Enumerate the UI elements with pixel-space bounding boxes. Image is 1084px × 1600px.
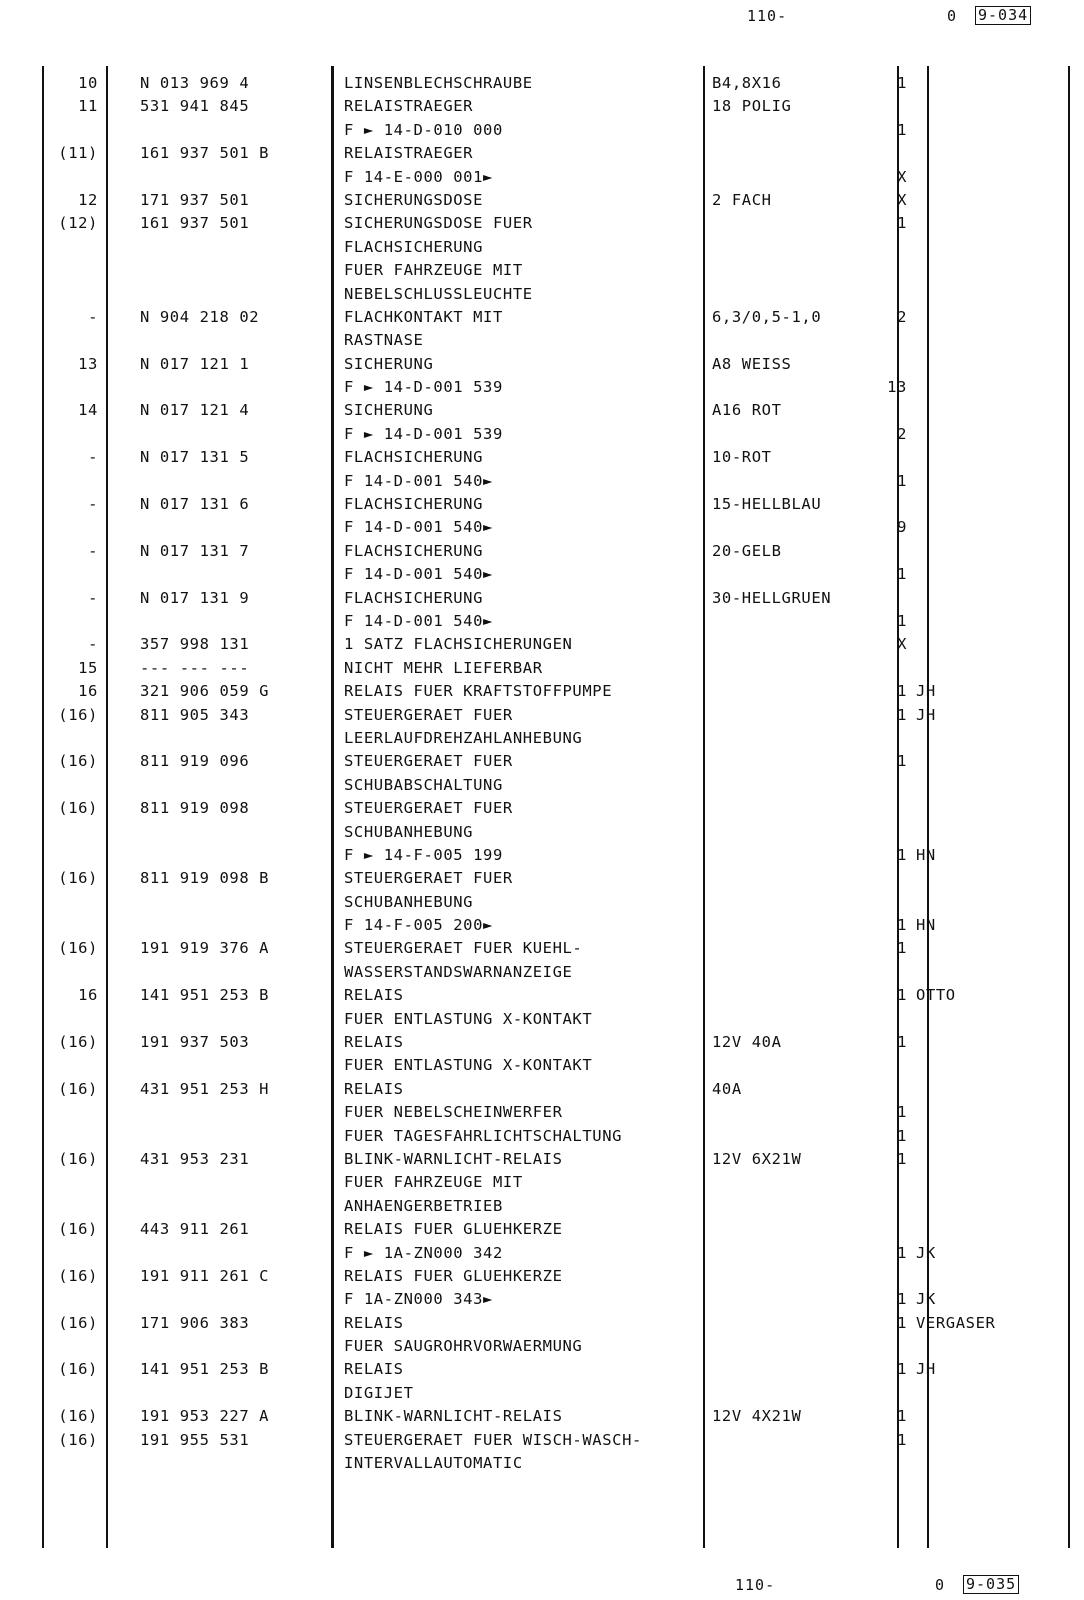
description-cell: F ► 14-D-001 539: [344, 378, 503, 397]
remark-cell: 10-ROT: [712, 448, 772, 467]
position-cell: (11): [58, 144, 98, 163]
note-cell: OTTO: [916, 986, 956, 1005]
position-cell: 14: [78, 401, 98, 420]
part-number-cell: 531 941 845: [140, 97, 250, 116]
position-cell: -: [88, 635, 98, 654]
quantity-cell: X: [897, 167, 907, 186]
table-row: [44, 353, 1074, 376]
position-cell: (16): [58, 1360, 98, 1379]
table-row: [44, 470, 1074, 493]
table-row: [44, 142, 1074, 165]
table-row: [44, 821, 1074, 844]
description-cell: STEUERGERAET FUER: [344, 799, 513, 818]
description-cell: 1 SATZ FLACHSICHERUNGEN: [344, 635, 573, 654]
position-cell: -: [88, 541, 98, 560]
quantity-cell: 1: [897, 1313, 907, 1332]
position-cell: (16): [58, 705, 98, 724]
table-row: [44, 212, 1074, 235]
header-section-number: 110-: [747, 6, 788, 25]
remark-cell: 2 FACH: [712, 190, 772, 209]
table-row: [44, 540, 1074, 563]
table-row: [44, 493, 1074, 516]
part-number-cell: 171 906 383: [140, 1313, 250, 1332]
table-row: [44, 1031, 1074, 1054]
part-number-cell: 141 951 253 B: [140, 1360, 270, 1379]
description-cell: BLINK-WARNLICHT-RELAIS: [344, 1407, 563, 1426]
remark-cell: 40A: [712, 1079, 742, 1098]
quantity-cell: 1: [897, 752, 907, 771]
description-cell: SCHUBANHEBUNG: [344, 892, 474, 911]
part-number-cell: 171 937 501: [140, 190, 250, 209]
description-cell: FLACHSICHERUNG: [344, 495, 484, 514]
table-row: [44, 1171, 1074, 1194]
quantity-cell: X: [897, 190, 907, 209]
description-cell: FLACHSICHERUNG: [344, 588, 484, 607]
part-number-cell: 811 919 098 B: [140, 869, 270, 888]
description-cell: ANHAENGERBETRIEB: [344, 1196, 503, 1215]
description-cell: RELAIS FUER GLUEHKERZE: [344, 1220, 563, 1239]
part-number-cell: 191 911 261 C: [140, 1266, 270, 1285]
description-cell: SICHERUNGSDOSE FUER: [344, 214, 533, 233]
table-row: [44, 704, 1074, 727]
table-row: [44, 1195, 1074, 1218]
note-cell: HN: [916, 845, 936, 864]
remark-cell: B4,8X16: [712, 74, 782, 92]
position-cell: 10: [78, 74, 98, 92]
table-row: [44, 891, 1074, 914]
part-number-cell: 443 911 261: [140, 1220, 250, 1239]
description-cell: SICHERUNG: [344, 354, 434, 373]
table-row: [44, 399, 1074, 422]
description-cell: NICHT MEHR LIEFERBAR: [344, 658, 543, 677]
part-number-cell: 161 937 501 B: [140, 144, 270, 163]
description-cell: F 14-F-005 200►: [344, 916, 493, 935]
position-cell: 11: [78, 97, 98, 116]
position-cell: 16: [78, 986, 98, 1005]
header-page-reference: [747, 6, 1031, 25]
table-row: [44, 610, 1074, 633]
description-cell: FUER FAHRZEUGE MIT: [344, 1173, 523, 1192]
part-number-cell: 191 955 531: [140, 1430, 250, 1449]
part-number-cell: 431 953 231: [140, 1149, 250, 1168]
description-cell: DIGIJET: [344, 1383, 414, 1402]
remark-cell: 15-HELLBLAU: [712, 495, 822, 514]
quantity-cell: 1: [897, 471, 907, 490]
part-number-cell: N 017 121 4: [140, 401, 250, 420]
remark-cell: A8 WEISS: [712, 354, 792, 373]
part-number-cell: 811 905 343: [140, 705, 250, 724]
footer-page-reference: [735, 1575, 1019, 1594]
remark-cell: A16 ROT: [712, 401, 782, 420]
table-row: [44, 119, 1074, 142]
quantity-cell: 1: [897, 705, 907, 724]
quantity-cell: 1: [897, 1149, 907, 1168]
description-cell: RELAIS FUER KRAFTSTOFFPUMPE: [344, 682, 613, 701]
table-row: [44, 283, 1074, 306]
description-cell: F ► 14-F-005 199: [344, 845, 503, 864]
table-row: [44, 563, 1074, 586]
table-row: [44, 750, 1074, 773]
quantity-cell: 1: [897, 682, 907, 701]
description-cell: RASTNASE: [344, 331, 424, 350]
table-row: [44, 1218, 1074, 1241]
description-cell: WASSERSTANDSWARNANZEIGE: [344, 962, 573, 981]
description-cell: FLACHKONTAKT MIT: [344, 307, 503, 326]
description-cell: FLACHSICHERUNG: [344, 237, 484, 256]
description-cell: RELAIS FUER GLUEHKERZE: [344, 1266, 563, 1285]
description-cell: RELAIS: [344, 1033, 404, 1052]
header-code: 0: [947, 6, 958, 25]
quantity-cell: 1: [897, 565, 907, 584]
note-cell: HN: [916, 916, 936, 935]
remark-cell: 20-GELB: [712, 541, 782, 560]
part-number-cell: --- --- ---: [140, 658, 250, 677]
description-cell: F ► 1A-ZN000 342: [344, 1243, 503, 1262]
table-row: [44, 1242, 1074, 1265]
description-cell: RELAIS: [344, 1313, 404, 1332]
position-cell: -: [88, 495, 98, 514]
quantity-cell: 1: [897, 1360, 907, 1379]
part-number-cell: 811 919 098: [140, 799, 250, 818]
parts-table: [44, 72, 1074, 1475]
description-cell: F 14-E-000 001►: [344, 167, 493, 186]
note-cell: JH: [916, 682, 936, 701]
table-row: [44, 516, 1074, 539]
table-row: [44, 587, 1074, 610]
position-cell: (16): [58, 1266, 98, 1285]
table-row: [44, 961, 1074, 984]
table-row: [44, 1101, 1074, 1124]
footer-page-number: 9-035: [963, 1575, 1019, 1594]
description-cell: LEERLAUFDREHZAHLANHEBUNG: [344, 728, 583, 747]
quantity-cell: 1: [897, 916, 907, 935]
description-cell: SCHUBABSCHALTUNG: [344, 775, 503, 794]
table-row: [44, 1429, 1074, 1452]
table-row: [44, 1078, 1074, 1101]
part-number-cell: N 013 969 4: [140, 74, 250, 92]
table-row: [44, 72, 1074, 95]
quantity-cell: 1: [897, 611, 907, 630]
table-row: [44, 1008, 1074, 1031]
part-number-cell: 191 937 503: [140, 1033, 250, 1052]
description-cell: F 14-D-001 540►: [344, 611, 493, 630]
footer-code: 0: [935, 1575, 946, 1594]
description-cell: NEBELSCHLUSSLEUCHTE: [344, 284, 533, 303]
quantity-cell: 1: [897, 74, 907, 92]
description-cell: FLACHSICHERUNG: [344, 541, 484, 560]
table-row: [44, 166, 1074, 189]
table-row: [44, 727, 1074, 750]
description-cell: FUER TAGESFAHRLICHTSCHALTUNG: [344, 1126, 623, 1145]
quantity-cell: 1: [897, 120, 907, 139]
table-row: [44, 1265, 1074, 1288]
note-cell: JK: [916, 1290, 936, 1309]
remark-cell: 12V 4X21W: [712, 1407, 802, 1426]
table-row: [44, 1148, 1074, 1171]
position-cell: 13: [78, 354, 98, 373]
table-row: [44, 1288, 1074, 1311]
part-number-cell: 191 953 227 A: [140, 1407, 270, 1426]
part-number-cell: 161 937 501: [140, 214, 250, 233]
position-cell: (16): [58, 1430, 98, 1449]
description-cell: STEUERGERAET FUER KUEHL-: [344, 939, 583, 958]
description-cell: SICHERUNGSDOSE: [344, 190, 484, 209]
header-page-number: 9-034: [975, 6, 1031, 25]
remark-cell: 12V 40A: [712, 1033, 782, 1052]
part-number-cell: N 017 131 5: [140, 448, 250, 467]
description-cell: F ► 14-D-001 539: [344, 424, 503, 443]
table-row: [44, 95, 1074, 118]
quantity-cell: 1: [897, 214, 907, 233]
position-cell: (16): [58, 1033, 98, 1052]
position-cell: (12): [58, 214, 98, 233]
position-cell: (16): [58, 939, 98, 958]
table-row: [44, 1405, 1074, 1428]
description-cell: RELAIS: [344, 986, 404, 1005]
quantity-cell: 1: [897, 1033, 907, 1052]
quantity-cell: 2: [897, 424, 907, 443]
part-number-cell: N 904 218 02: [140, 307, 260, 326]
position-cell: (16): [58, 1407, 98, 1426]
part-number-cell: 431 951 253 H: [140, 1079, 270, 1098]
position-cell: -: [88, 307, 98, 326]
part-number-cell: 811 919 096: [140, 752, 250, 771]
remark-cell: 12V 6X21W: [712, 1149, 802, 1168]
table-row: [44, 1335, 1074, 1358]
quantity-cell: 9: [897, 518, 907, 537]
table-row: [44, 329, 1074, 352]
description-cell: F 14-D-001 540►: [344, 565, 493, 584]
table-row: [44, 914, 1074, 937]
description-cell: STEUERGERAET FUER: [344, 705, 513, 724]
description-cell: INTERVALLAUTOMATIC: [344, 1454, 523, 1473]
position-cell: -: [88, 448, 98, 467]
table-row: [44, 937, 1074, 960]
position-cell: (16): [58, 1313, 98, 1332]
quantity-cell: 1: [897, 939, 907, 958]
footer-section-number: 110-: [735, 1575, 776, 1594]
quantity-cell: 1: [897, 845, 907, 864]
description-cell: FUER NEBELSCHEINWERFER: [344, 1103, 563, 1122]
position-cell: (16): [58, 799, 98, 818]
quantity-cell: 13: [887, 378, 907, 397]
description-cell: F ► 14-D-010 000: [344, 120, 503, 139]
position-cell: 16: [78, 682, 98, 701]
description-cell: RELAIS: [344, 1360, 404, 1379]
note-cell: VERGASER: [916, 1313, 996, 1332]
description-cell: BLINK-WARNLICHT-RELAIS: [344, 1149, 563, 1168]
position-cell: -: [88, 588, 98, 607]
position-cell: (16): [58, 1149, 98, 1168]
position-cell: 12: [78, 190, 98, 209]
position-cell: (16): [58, 1220, 98, 1239]
note-cell: JH: [916, 1360, 936, 1379]
table-row: [44, 189, 1074, 212]
quantity-cell: 1: [897, 1126, 907, 1145]
description-cell: LINSENBLECHSCHRAUBE: [344, 74, 533, 92]
part-number-cell: N 017 131 7: [140, 541, 250, 560]
table-row: [44, 259, 1074, 282]
table-row: [44, 774, 1074, 797]
remark-cell: 6,3/0,5-1,0: [712, 307, 822, 326]
part-number-cell: N 017 121 1: [140, 354, 250, 373]
table-row: [44, 1312, 1074, 1335]
quantity-cell: 1: [897, 1103, 907, 1122]
note-cell: JH: [916, 705, 936, 724]
quantity-cell: 2: [897, 307, 907, 326]
table-row: [44, 423, 1074, 446]
table-row: [44, 657, 1074, 680]
remark-cell: 30-HELLGRUEN: [712, 588, 832, 607]
description-cell: RELAISTRAEGER: [344, 97, 474, 116]
description-cell: RELAIS: [344, 1079, 404, 1098]
position-cell: (16): [58, 1079, 98, 1098]
quantity-cell: 1: [897, 1290, 907, 1309]
table-row: [44, 867, 1074, 890]
position-cell: 15: [78, 658, 98, 677]
table-row: [44, 984, 1074, 1007]
table-row: [44, 1452, 1074, 1475]
note-cell: JK: [916, 1243, 936, 1262]
table-row: [44, 1382, 1074, 1405]
part-number-cell: 141 951 253 B: [140, 986, 270, 1005]
description-cell: FUER ENTLASTUNG X-KONTAKT: [344, 1009, 593, 1028]
description-cell: F 14-D-001 540►: [344, 471, 493, 490]
description-cell: STEUERGERAET FUER WISCH-WASCH-: [344, 1430, 642, 1449]
part-number-cell: 357 998 131: [140, 635, 250, 654]
part-number-cell: N 017 131 6: [140, 495, 250, 514]
table-row: [44, 1358, 1074, 1381]
table-row: [44, 236, 1074, 259]
description-cell: SICHERUNG: [344, 401, 434, 420]
table-row: [44, 797, 1074, 820]
table-row: [44, 446, 1074, 469]
quantity-cell: 1: [897, 1407, 907, 1426]
quantity-cell: 1: [897, 1430, 907, 1449]
description-cell: F 1A-ZN000 343►: [344, 1290, 493, 1309]
part-number-cell: N 017 131 9: [140, 588, 250, 607]
table-row: [44, 1125, 1074, 1148]
description-cell: FUER ENTLASTUNG X-KONTAKT: [344, 1056, 593, 1075]
description-cell: FLACHSICHERUNG: [344, 448, 484, 467]
description-cell: F 14-D-001 540►: [344, 518, 493, 537]
description-cell: SCHUBANHEBUNG: [344, 822, 474, 841]
quantity-cell: 1: [897, 1243, 907, 1262]
part-number-cell: 191 919 376 A: [140, 939, 270, 958]
description-cell: STEUERGERAET FUER: [344, 869, 513, 888]
position-cell: (16): [58, 869, 98, 888]
quantity-cell: X: [897, 635, 907, 654]
remark-cell: 18 POLIG: [712, 97, 792, 116]
quantity-cell: 1: [897, 986, 907, 1005]
table-row: [44, 633, 1074, 656]
table-row: [44, 680, 1074, 703]
description-cell: FUER FAHRZEUGE MIT: [344, 261, 523, 280]
description-cell: FUER SAUGROHRVORWAERMUNG: [344, 1337, 583, 1356]
table-row: [44, 844, 1074, 867]
description-cell: STEUERGERAET FUER: [344, 752, 513, 771]
position-cell: (16): [58, 752, 98, 771]
table-row: [44, 1054, 1074, 1077]
table-row: [44, 306, 1074, 329]
description-cell: RELAISTRAEGER: [344, 144, 474, 163]
table-row: [44, 376, 1074, 399]
part-number-cell: 321 906 059 G: [140, 682, 270, 701]
